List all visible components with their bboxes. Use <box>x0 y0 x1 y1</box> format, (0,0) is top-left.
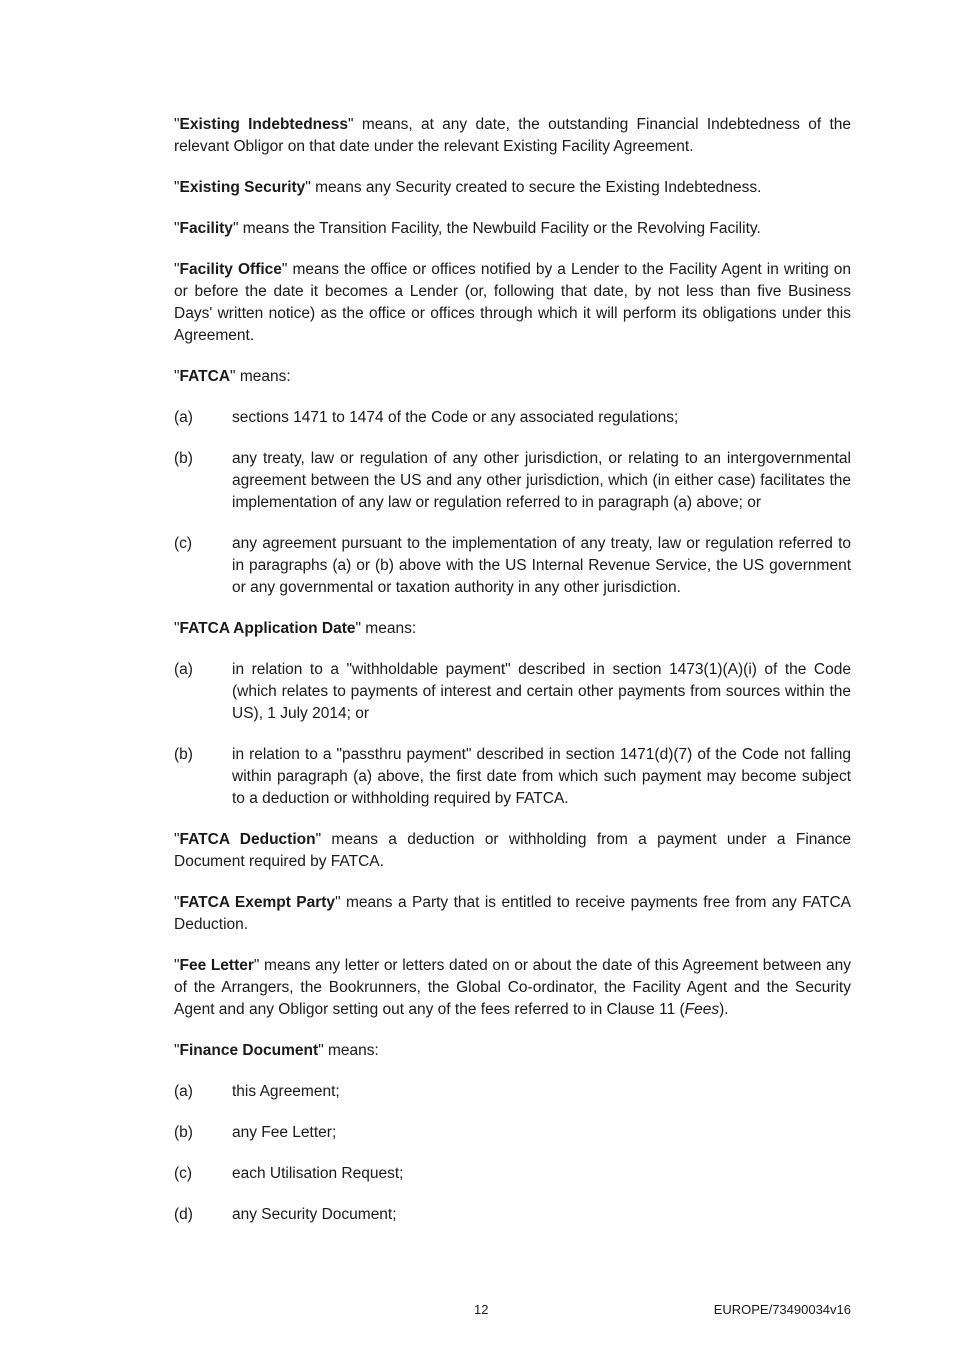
defined-term: Existing Security <box>179 179 306 196</box>
definition-text: means a deduction or withholding from a payment under a Finance Document required by FATCA. <box>174 831 851 870</box>
list-item <box>174 533 851 599</box>
definition-fatca-application-date: "FATCA Application Date" means: <box>174 620 417 637</box>
document-body <box>174 114 851 1245</box>
defined-term: Facility Office <box>179 261 282 278</box>
list-item <box>174 1081 851 1103</box>
definition-text: means any Security created to secure the Existing Indebtedness. <box>310 179 762 196</box>
document-reference: EUROPE/73490034v16 <box>713 1302 851 1317</box>
item-label: (b) <box>174 746 193 763</box>
item-text: sections 1471 to 1474 of the Code or any associated regulations; <box>232 409 679 426</box>
definition-text: means the Transition Facility, the Newbuild Facility or the Revolving Facility. <box>238 220 761 237</box>
list-item <box>174 659 851 725</box>
list-item <box>174 407 851 429</box>
item-text: each Utilisation Request; <box>232 1165 404 1182</box>
list-item <box>174 1163 851 1185</box>
list-item <box>174 744 851 810</box>
item-label: (a) <box>174 1083 193 1100</box>
defined-term: Facility <box>179 220 233 237</box>
defined-term: FATCA Application Date <box>179 620 356 637</box>
definition-text: means any letter or letters dated on or about the date of this Agreement between any of the Arrangers, the Bookrunners, the Global Co-ordinator, the Facility Agent and the Security Agent and any Obligor setting out any of the fees referred to in Clause 11 ( <box>174 957 851 1018</box>
definition-existing-indebtedness: "Existing Indebtedness" means, at any date, the outstanding Financial Indebtedness of the relevant Obligor on that date under the relevant Existing Facility Agreement. <box>174 116 851 155</box>
definition-text: means a Party that is entitled to receive payments free from any FATCA Deduction. <box>174 894 851 933</box>
item-label: (d) <box>174 1206 193 1223</box>
item-label: (b) <box>174 450 193 467</box>
definition-facility-office: "Facility Office" means the office or offices notified by a Lender to the Facility Agent in writing on or before the date it becomes a Lender (or, following that date, by not less than five Business Days' written notice) as the office or offices through which it will perform its obligations under this Agreement. <box>174 261 851 344</box>
page-number: 12 <box>474 1302 489 1317</box>
item-text: any agreement pursuant to the implementation of any treaty, law or regulation referred to in paragraphs (a) or (b) above with the US Internal Revenue Service, the US government or any governmental or taxation authority in any other jurisdiction. <box>232 535 851 596</box>
item-label: (a) <box>174 409 193 426</box>
list-item <box>174 1122 851 1144</box>
definition-fatca: "FATCA" means: <box>174 368 291 385</box>
definition-text: means: <box>361 620 417 637</box>
item-label: (c) <box>174 535 193 552</box>
item-text: any Security Document; <box>232 1206 397 1223</box>
definition-text: means: <box>235 368 291 385</box>
defined-term: FATCA Exempt Party <box>179 894 336 911</box>
defined-term: Fee Letter <box>179 957 254 974</box>
list-item <box>174 448 851 514</box>
definition-text: means the office or offices notified by a Lender to the Facility Agent in writing on or before the date it becomes a Lender (or, following that date, by not less than five Business Days' written notice) as the office or offices through which it will perform its obligations under this Agreement. <box>174 261 851 344</box>
item-text: in relation to a "withholdable payment" described in section 1473(1)(A)(i) of the Code (which relates to payments of interest and certain other payments from sources within the US), 1 July 2014; or <box>232 661 851 722</box>
item-text: any Fee Letter; <box>232 1124 337 1141</box>
defined-term: Finance Document <box>179 1042 319 1059</box>
item-label: (c) <box>174 1165 193 1182</box>
definition-facility: "Facility" means the Transition Facility, the Newbuild Facility or the Revolving Facility. <box>174 220 761 237</box>
list-item <box>174 1204 851 1226</box>
definition-fatca-exempt-party: "FATCA Exempt Party" means a Party that is entitled to receive payments free from any FATCA Deduction. <box>174 894 851 933</box>
item-text: any treaty, law or regulation of any other jurisdiction, or relating to an intergovernmental agreement between the US and any other jurisdiction, which (in either case) facilitates the implementation of any law or regulation referred to in paragraph (a) above; or <box>232 450 851 511</box>
defined-term: Existing Indebtedness <box>179 116 349 133</box>
defined-term: FATCA <box>179 368 231 385</box>
item-text: in relation to a "passthru payment" described in section 1471(d)(7) of the Code not falling within paragraph (a) above, the first date from which such payment may become subject to a deduction or withholding required by FATCA. <box>232 746 851 807</box>
defined-term: FATCA Deduction <box>179 831 316 848</box>
definition-finance-document: "Finance Document" means: <box>174 1042 379 1059</box>
item-label: (b) <box>174 1124 193 1141</box>
definition-existing-security: "Existing Security" means any Security created to secure the Existing Indebtedness. <box>174 179 762 196</box>
definition-text: means: <box>323 1042 379 1059</box>
definition-fatca-deduction: "FATCA Deduction" means a deduction or withholding from a payment under a Finance Document required by FATCA. <box>174 831 851 870</box>
item-text: this Agreement; <box>232 1083 340 1100</box>
definition-fee-letter: "Fee Letter" means any letter or letters dated on or about the date of this Agreement between any of the Arrangers, the Bookrunners, the Global Co-ordinator, the Facility Agent and the Security Agent and any Obligor setting out any of the fees referred to in Clause 11 (Fees). <box>174 957 851 1018</box>
definition-text: means, at any date, the outstanding Financial Indebtedness of the relevant Obligor on that date under the relevant Existing Facility Agreement. <box>174 116 851 155</box>
item-label: (a) <box>174 661 193 678</box>
clause-title: Fees <box>684 1001 720 1018</box>
definition-text-tail: ). <box>719 1001 729 1018</box>
